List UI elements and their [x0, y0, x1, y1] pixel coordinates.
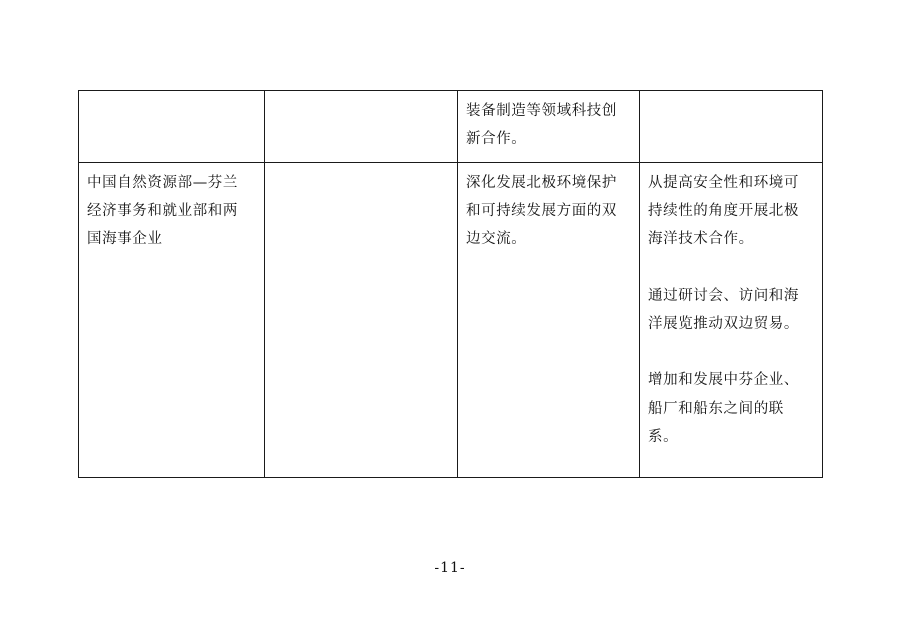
cell-line: 新合作。 — [466, 131, 527, 148]
table-row — [79, 162, 823, 477]
cell-line: 船厂和船东之间的联 — [648, 400, 784, 417]
page-number: -11- — [434, 560, 466, 576]
table-row — [79, 91, 823, 163]
cell-line: 边交流。 — [466, 231, 527, 248]
cell-line: 和可持续发展方面的双 — [466, 202, 617, 219]
table-cell-column3 — [458, 162, 640, 477]
cell-line: 系。 — [648, 428, 679, 445]
cell-line: 持续性的角度开展北极 — [648, 202, 799, 219]
cell-line: 从提高安全性和环境可 — [648, 174, 799, 191]
cell-line-spacer — [648, 253, 814, 281]
table-cell-column2 — [265, 162, 458, 477]
table-cell-column2-continued — [265, 91, 458, 163]
cell-line: 中国自然资源部—芬兰 — [87, 174, 238, 191]
cell-line: 洋展览推动双边贸易。 — [648, 315, 799, 332]
table-cell-column4-continued — [640, 91, 823, 163]
cell-line: 增加和发展中芬企业、 — [648, 372, 799, 389]
cell-line: 海洋技术合作。 — [648, 231, 754, 248]
table-cell-parties — [79, 162, 265, 477]
cell-line: 国海事企业 — [87, 231, 163, 248]
table-cell-column4 — [640, 162, 823, 477]
agreement-table — [78, 90, 823, 478]
cell-line: 经济事务和就业部和两 — [87, 202, 238, 219]
table-cell-parties-continued — [79, 91, 265, 163]
table-cell-column3-continued — [458, 91, 640, 163]
cell-line: 通过研讨会、访问和海 — [648, 287, 799, 304]
cell-line-spacer — [648, 338, 814, 366]
cell-line: 深化发展北极环境保护 — [466, 174, 617, 191]
cell-line: 装备制造等领域科技创 — [466, 103, 617, 119]
